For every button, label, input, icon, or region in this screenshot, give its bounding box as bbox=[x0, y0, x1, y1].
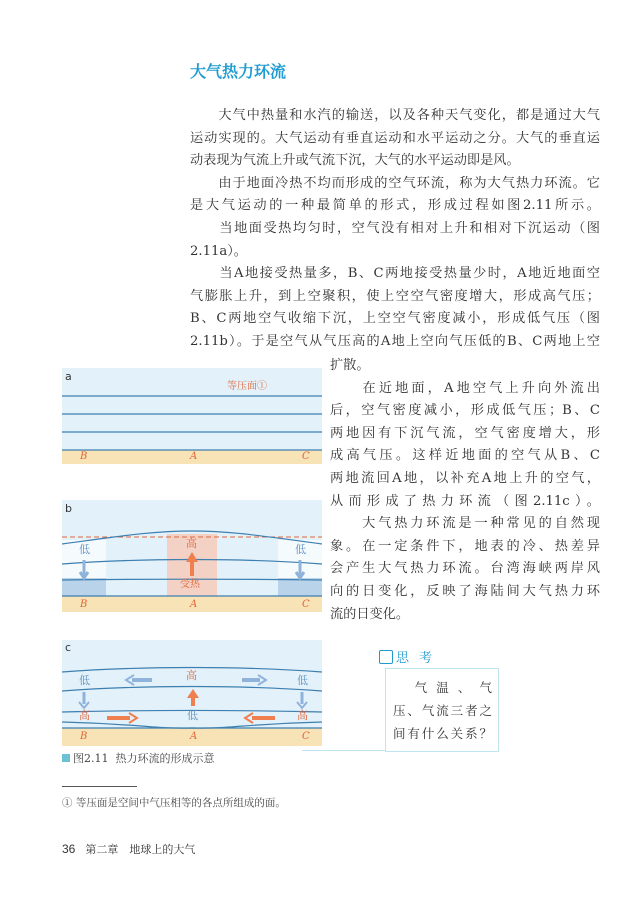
body-text-line: 当地面受热均匀时，空气没有相对上升和相对下沉运动（图 bbox=[190, 221, 600, 236]
point-c: C bbox=[302, 731, 310, 742]
think-line: 压、气流三者之 bbox=[393, 703, 493, 718]
body-text-line: 2.11b）。于是空气从气压高的A地上空向气压低的B、C两地上空 bbox=[190, 334, 600, 349]
page-number: 36 bbox=[62, 842, 76, 856]
body-text-line: 2.11a）。 bbox=[190, 243, 247, 259]
body-text-line: 成高气压。这样近地面的空气从B、C bbox=[330, 448, 600, 464]
high-pressure-label: 高 bbox=[186, 669, 197, 682]
think-icon bbox=[379, 650, 393, 664]
think-line: 间有什么关系？ bbox=[393, 726, 493, 741]
body-text-line: 象。在一定条件下，地表的冷、热差异 bbox=[330, 538, 600, 554]
figure-panel-c bbox=[62, 640, 322, 746]
caption-marker bbox=[62, 754, 70, 762]
body-text-line: 从而形成了热力环流（图2.11c）。 bbox=[330, 493, 600, 509]
point-b: B bbox=[80, 599, 88, 610]
caption-number: 图2.11 bbox=[73, 752, 109, 765]
panel-label: a bbox=[65, 370, 72, 383]
low-pressure-label: 低 bbox=[297, 674, 308, 687]
body-text-line: 气膨胀上升，到上空聚积，使上空空气密度增大，形成高气压； bbox=[190, 288, 600, 304]
high-pressure-label: 高 bbox=[79, 709, 90, 722]
body-text-line: 会产生大气热力环流。台湾海峡两岸风 bbox=[330, 561, 600, 577]
low-pressure-label: 低 bbox=[79, 543, 90, 556]
caption-text: 热力环流的形成示意 bbox=[115, 752, 215, 765]
body-text-line: 运动实现的。大气运动有垂直运动和水平运动之分。大气的垂直运 bbox=[190, 130, 600, 146]
chapter-title: 第二章 地球上的大气 bbox=[85, 843, 196, 856]
footnote: ① 等压面是空间中气压相等的各点所组成的面。 bbox=[62, 797, 286, 809]
body-text-line: 两地流回A地，以补充A地上升的空气， bbox=[330, 471, 600, 486]
think-title: 思 考 bbox=[396, 651, 436, 666]
high-pressure-label: 高 bbox=[186, 537, 197, 550]
figure-panel-b bbox=[62, 500, 322, 612]
isobar-label: 等压面① bbox=[227, 381, 267, 392]
panel-label: c bbox=[65, 641, 72, 654]
think-connector bbox=[302, 750, 386, 751]
page-footer bbox=[62, 841, 195, 858]
body-text-line: B、C两地空气收缩下沉，上空空气密度减小，形成低气压（图 bbox=[190, 311, 600, 327]
figure-panel-a bbox=[62, 368, 322, 464]
heated-label: 受热 bbox=[180, 579, 200, 590]
point-c: C bbox=[302, 451, 310, 462]
point-a: A bbox=[190, 599, 198, 610]
low-pressure-label: 低 bbox=[79, 674, 90, 687]
body-text-line: 大气中热量和水汽的输送，以及各种天气变化，都是通过大气 bbox=[190, 108, 600, 123]
think-heading bbox=[379, 650, 439, 666]
body-text-line: 是大气运动的一种最简单的形式，形成过程如图2.11所示。 bbox=[190, 198, 600, 214]
body-text-line: 向的日变化，反映了海陆间大气热力环 bbox=[330, 584, 600, 599]
body-text-line: 扩散。 bbox=[330, 358, 370, 373]
low-pressure-label: 低 bbox=[187, 709, 198, 722]
section-title: 大气热力环流 bbox=[190, 62, 287, 81]
body-text-line: 两地因有下沉气流，空气密度增大，形 bbox=[330, 425, 600, 441]
point-b: B bbox=[80, 451, 88, 462]
point-a: A bbox=[190, 731, 198, 742]
low-pressure-label: 低 bbox=[295, 543, 306, 556]
point-c: C bbox=[302, 599, 310, 610]
high-pressure-label: 高 bbox=[297, 709, 308, 722]
body-text-line: 当A地接受热量多，B、C两地接受热量少时，A地近地面空 bbox=[190, 266, 600, 282]
figure-caption bbox=[62, 752, 215, 766]
body-text-line: 大气热力环流是一种常见的自然现 bbox=[330, 516, 600, 532]
point-b: B bbox=[80, 731, 88, 742]
body-text-line: 在近地面，A地空气上升向外流出 bbox=[330, 380, 600, 396]
body-text-line: 由于地面冷热不均而形成的空气环流，称为大气热力环流。它 bbox=[190, 175, 600, 191]
body-text-line: 流的日变化。 bbox=[330, 606, 410, 622]
panel-label: b bbox=[65, 502, 72, 515]
body-text-line: 动表现为气流上升或气流下沉，大气的水平运动即是风。 bbox=[190, 153, 520, 169]
think-line: 气温、气 bbox=[393, 680, 493, 695]
point-a: A bbox=[190, 451, 198, 462]
footnote-divider bbox=[62, 786, 137, 787]
body-text-line: 后，空气密度减小，形成低气压；B、C bbox=[330, 403, 600, 419]
